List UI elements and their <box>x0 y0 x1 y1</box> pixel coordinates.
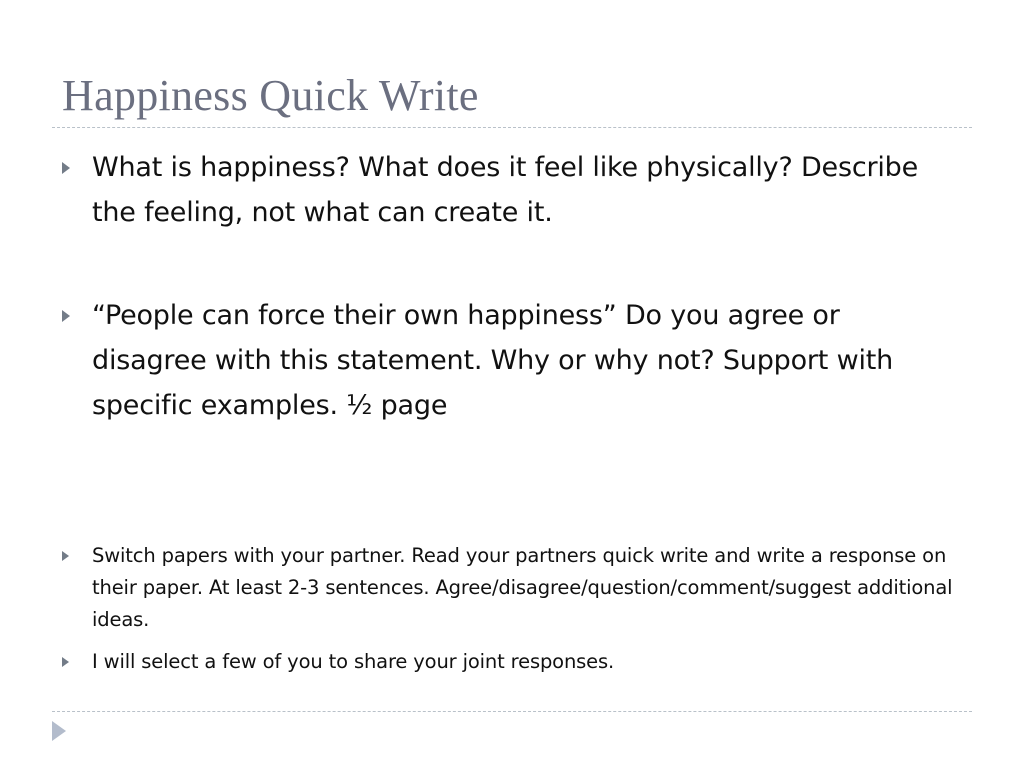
bullet-text: “People can force their own happiness” Do you agree or disagree with this statement. Why or why not? Support with specific examples. ½ page <box>92 300 894 421</box>
triangle-right-icon <box>62 310 70 322</box>
title-divider <box>52 127 972 128</box>
triangle-right-icon <box>62 551 69 561</box>
triangle-right-icon <box>62 162 70 174</box>
bullet-item <box>62 540 962 636</box>
triangle-right-icon <box>62 657 69 667</box>
bullet-item <box>62 145 962 235</box>
slide-title: Happiness Quick Write <box>62 71 479 120</box>
bullet-text: I will select a few of you to share your joint responses. <box>92 650 615 673</box>
bullet-text: Switch papers with your partner. Read your partners quick write and write a response on their paper. At least 2-3 sentences. Agree/disagree/question/comment/suggest additional ideas. <box>92 544 953 631</box>
play-arrow-icon[interactable] <box>52 721 66 741</box>
footer-divider <box>52 711 972 712</box>
bullet-item <box>62 646 962 678</box>
bullet-text: What is happiness? What does it feel like physically? Describe the feeling, not what can create it. <box>92 152 919 228</box>
bullet-item <box>62 293 962 428</box>
